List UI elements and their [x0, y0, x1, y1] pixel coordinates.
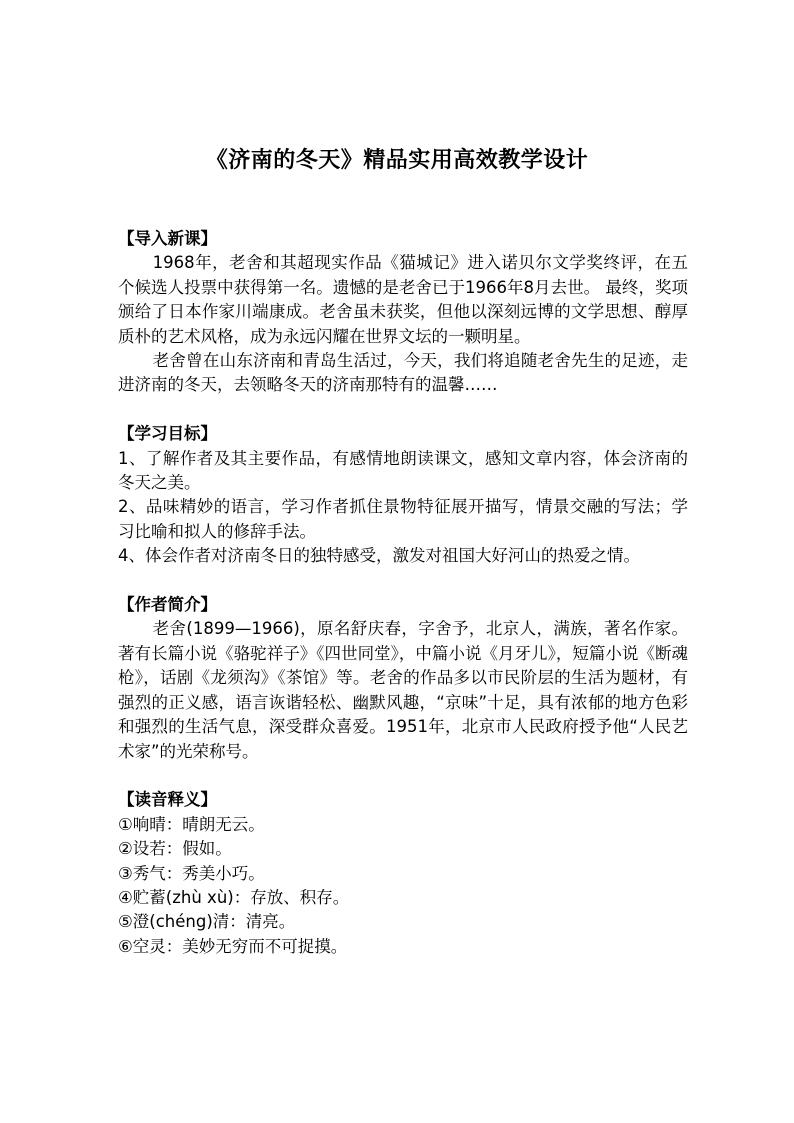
list-item: ③秀气：秀美小巧。 [118, 863, 265, 883]
list-item: 1、了解作者及其主要作品，有感情地朗读课文，感知文章内容，体会济南的冬天之美。 [118, 448, 688, 493]
section-heading: 【导入新课】 [118, 229, 217, 248]
list-item: 4、体会作者对济南冬日的独特感受，激发对祖国大好河山的热爱之情。 [118, 546, 640, 566]
document-body [118, 227, 688, 984]
list-item: ⑤澄(chéng)清：清亮。 [118, 912, 296, 932]
list-item: ④贮蓄(zhù xù)：存放、积存。 [118, 887, 350, 907]
list-item: ②设若：假如。 [118, 839, 232, 859]
list-item: 2、品味精妙的语言，学习作者抓住景物特征展开描写，情景交融的写法；学习比喻和拟人的修辞手法。 [118, 497, 688, 541]
section-heading: 【作者简介】 [118, 595, 217, 615]
section-author [118, 593, 688, 764]
section-intro [118, 227, 688, 398]
section-vocab [118, 788, 688, 959]
list-item: ①响晴：晴朗无云。 [118, 814, 265, 834]
section-heading: 【读音释义】 [118, 790, 217, 810]
list-item: ⑥空灵：美妙无穷而不可捉摸。 [118, 936, 348, 956]
document-title: 《济南的冬天》精品实用高效教学设计 [205, 147, 589, 173]
section-goals [118, 422, 688, 568]
paragraph: 老舍(1899—1966)，原名舒庆春，字舍予，北京人，满族，著名作家。著有长篇小说《骆驼祥子》《四世同堂》，中篇小说《月牙儿》，短篇小说《断魂枪》，话剧《龙须沟》《茶馆》等。老舍的作品多以市民阶层的生活为题材，有强烈的正义感，语言诙谐轻松、幽默风趣，“京味”十足，具有浓郁的地方色彩和强烈的生活气息，深受群众喜爱。1951年，北京市人民政府授予他“人民艺术家”的光荣称号。 [118, 619, 688, 761]
paragraph: 1968年，老舍和其超现实作品《猫城记》进入诺贝尔文学奖终评，在五个候选人投票中获得第一名。遗憾的是老舍已于1966年8月去世。 最终，奖项颁给了日本作家川端康成。老舍虽未获奖，但他以深刻远博的文学思想、醇厚质朴的艺术风格，成为永远闪耀在世界文坛的一颗明星。 [118, 253, 688, 346]
paragraph: 老舍曾在山东济南和青岛生活过，今天，我们将追随老舍先生的足迹，走进济南的冬天，去领略冬天的济南那特有的温馨…… [118, 351, 688, 395]
section-heading: 【学习目标】 [118, 424, 217, 444]
